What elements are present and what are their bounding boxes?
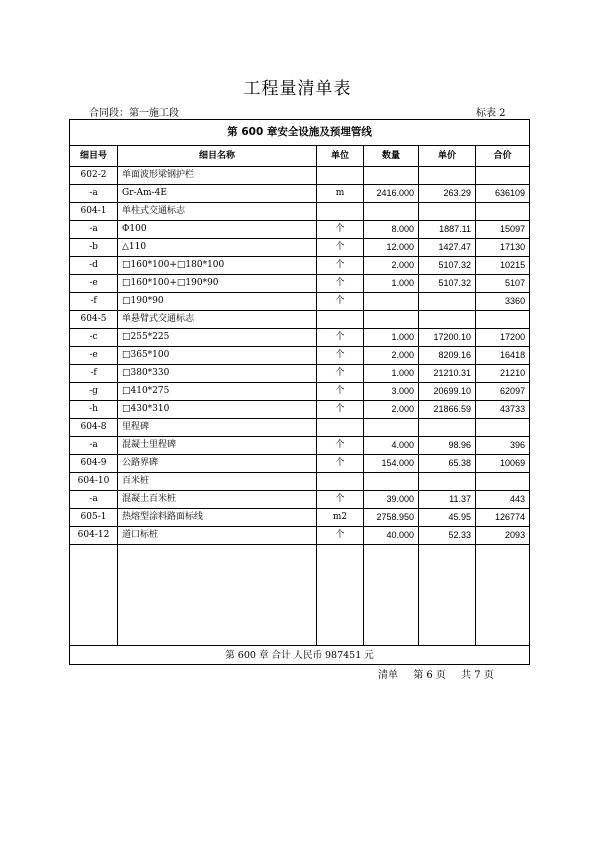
cell-unit: m: [317, 185, 364, 203]
blank-row: [70, 545, 530, 646]
cell-qty: 39.000: [364, 491, 419, 509]
cell-price: 263.29: [419, 185, 476, 203]
blank-cell: [419, 545, 476, 646]
table-row: [70, 491, 530, 509]
table-row: [70, 383, 530, 401]
cell-name: Gr-Am-4E: [118, 185, 317, 203]
cell-code: 604-12: [70, 527, 118, 545]
header-row: [70, 146, 530, 167]
cell-code: -a: [70, 221, 118, 239]
cell-unit: 个: [317, 293, 364, 311]
cell-unit: 个: [317, 455, 364, 473]
cell-name: □430*310: [118, 401, 317, 419]
cell-code: 602-2: [70, 167, 118, 185]
cell-qty: 1.000: [364, 275, 419, 293]
page-footer: [378, 666, 506, 681]
summary-row: [70, 646, 530, 665]
sheet-number: 标表 2: [476, 108, 506, 119]
cell-unit: [317, 167, 364, 185]
cell-unit: [317, 311, 364, 329]
table-row: [70, 419, 530, 437]
cell-total: [476, 473, 530, 491]
cell-unit: 个: [317, 491, 364, 509]
cell-total: 126774: [476, 509, 530, 527]
cell-qty: 1.000: [364, 329, 419, 347]
table-row: [70, 455, 530, 473]
cell-name: 单柱式交通标志: [118, 203, 317, 221]
cell-qty: 2.000: [364, 401, 419, 419]
cell-code: -a: [70, 491, 118, 509]
cell-total: 21210: [476, 365, 530, 383]
cell-qty: [364, 473, 419, 491]
cell-name: □255*225: [118, 329, 317, 347]
cell-price: 52.33: [419, 527, 476, 545]
cell-qty: [364, 311, 419, 329]
table-row: [70, 365, 530, 383]
table-row: [70, 203, 530, 221]
cell-unit: m2: [317, 509, 364, 527]
cell-price: [419, 167, 476, 185]
cell-total: 10215: [476, 257, 530, 275]
chapter-title-row: [70, 120, 530, 146]
cell-price: 45.95: [419, 509, 476, 527]
cell-qty: 2.000: [364, 347, 419, 365]
cell-price: [419, 203, 476, 221]
cell-name: □160*100+□180*100: [118, 257, 317, 275]
header-unit: 单位: [317, 146, 364, 167]
cell-qty: 2758.950: [364, 509, 419, 527]
cell-price: [419, 473, 476, 491]
cell-qty: 2.000: [364, 257, 419, 275]
cell-name: Φ100: [118, 221, 317, 239]
cell-name: 单面波形梁钢护栏: [118, 167, 317, 185]
blank-cell: [118, 545, 317, 646]
cell-qty: [364, 293, 419, 311]
cell-unit: 个: [317, 437, 364, 455]
cell-name: 混凝土里程碑: [118, 437, 317, 455]
cell-code: 604-9: [70, 455, 118, 473]
cell-unit: 个: [317, 383, 364, 401]
cell-name: □160*100+□190*90: [118, 275, 317, 293]
cell-qty: 40.000: [364, 527, 419, 545]
cell-price: [419, 419, 476, 437]
blank-cell: [317, 545, 364, 646]
cell-code: -c: [70, 329, 118, 347]
document-title: 工程量清单表: [243, 79, 352, 99]
cell-total: 62097: [476, 383, 530, 401]
table-row: [70, 401, 530, 419]
cell-price: 8209.16: [419, 347, 476, 365]
cell-total: 5107: [476, 275, 530, 293]
contract-section: 合同段：第一施工段: [89, 108, 179, 119]
cell-total: [476, 311, 530, 329]
cell-total: [476, 167, 530, 185]
table-row: [70, 221, 530, 239]
cell-unit: 个: [317, 329, 364, 347]
table-row: [70, 437, 530, 455]
cell-total: 43733: [476, 401, 530, 419]
cell-qty: 154.000: [364, 455, 419, 473]
blank-cell: [476, 545, 530, 646]
header-total: 合价: [476, 146, 530, 167]
cell-unit: 个: [317, 275, 364, 293]
cell-name: 混凝土百米桩: [118, 491, 317, 509]
cell-total: 396: [476, 437, 530, 455]
cell-name: 里程碑: [118, 419, 317, 437]
cell-unit: [317, 203, 364, 221]
cell-qty: 2416.000: [364, 185, 419, 203]
table-row: [70, 239, 530, 257]
cell-qty: 4.000: [364, 437, 419, 455]
footer-list-label: 清单: [378, 670, 398, 681]
cell-qty: [364, 167, 419, 185]
cell-name: □410*275: [118, 383, 317, 401]
footer-total-pages: 共 7 页: [461, 670, 494, 681]
header-name: 细目名称: [118, 146, 317, 167]
cell-code: -e: [70, 347, 118, 365]
cell-qty: [364, 203, 419, 221]
cell-price: 5107.32: [419, 257, 476, 275]
header-qty: 数量: [364, 146, 419, 167]
cell-total: 2093: [476, 527, 530, 545]
cell-price: 98.96: [419, 437, 476, 455]
cell-total: 636109: [476, 185, 530, 203]
cell-price: 1887.11: [419, 221, 476, 239]
cell-qty: 12.000: [364, 239, 419, 257]
cell-name: △110: [118, 239, 317, 257]
cell-name: □380*330: [118, 365, 317, 383]
cell-unit: 个: [317, 365, 364, 383]
cell-code: 604-10: [70, 473, 118, 491]
cell-total: 16418: [476, 347, 530, 365]
table-row: [70, 293, 530, 311]
table-row: [70, 167, 530, 185]
table-row: [70, 473, 530, 491]
cell-total: [476, 203, 530, 221]
cell-name: 公路界碑: [118, 455, 317, 473]
cell-price: 5107.32: [419, 275, 476, 293]
cell-name: 单悬臂式交通标志: [118, 311, 317, 329]
blank-cell: [70, 545, 118, 646]
cell-unit: 个: [317, 239, 364, 257]
cell-price: 21210.31: [419, 365, 476, 383]
header-code: 细目号: [70, 146, 118, 167]
table-row: [70, 275, 530, 293]
cell-name: 百米桩: [118, 473, 317, 491]
chapter-total: 第 600 章 合计 人民币 987451 元: [70, 646, 530, 665]
cell-price: 21866.59: [419, 401, 476, 419]
table-row: [70, 257, 530, 275]
cell-total: 10069: [476, 455, 530, 473]
chapter-title: 第 600 章安全设施及预埋管线: [70, 120, 530, 146]
cell-qty: [364, 419, 419, 437]
cell-name: 热熔型涂料路面标线: [118, 509, 317, 527]
cell-code: -f: [70, 293, 118, 311]
cell-unit: 个: [317, 527, 364, 545]
cell-total: [476, 419, 530, 437]
cell-unit: [317, 473, 364, 491]
table-row: [70, 509, 530, 527]
cell-code: -b: [70, 239, 118, 257]
cell-unit: 个: [317, 221, 364, 239]
cell-name: 道口标桩: [118, 527, 317, 545]
cell-qty: 8.000: [364, 221, 419, 239]
cell-price: [419, 311, 476, 329]
table-row: [70, 311, 530, 329]
header-price: 单价: [419, 146, 476, 167]
table-row: [70, 527, 530, 545]
table-row: [70, 185, 530, 203]
cell-code: -d: [70, 257, 118, 275]
table-row: [70, 329, 530, 347]
cell-name: □190*90: [118, 293, 317, 311]
cell-qty: 1.000: [364, 365, 419, 383]
blank-cell: [364, 545, 419, 646]
cell-unit: [317, 419, 364, 437]
cell-unit: 个: [317, 401, 364, 419]
cell-code: -g: [70, 383, 118, 401]
cell-total: 443: [476, 491, 530, 509]
cell-name: □365*100: [118, 347, 317, 365]
cell-price: 65.38: [419, 455, 476, 473]
cell-price: 11.37: [419, 491, 476, 509]
table-row: [70, 347, 530, 365]
cell-total: 15097: [476, 221, 530, 239]
cell-price: [419, 293, 476, 311]
cell-code: -a: [70, 185, 118, 203]
cell-price: 1427.47: [419, 239, 476, 257]
cell-code: 604-5: [70, 311, 118, 329]
cell-code: -f: [70, 365, 118, 383]
cell-code: -h: [70, 401, 118, 419]
cell-total: 17130: [476, 239, 530, 257]
cell-code: -a: [70, 437, 118, 455]
cell-code: 604-1: [70, 203, 118, 221]
cell-price: 17200.10: [419, 329, 476, 347]
cell-total: 17200: [476, 329, 530, 347]
cell-unit: 个: [317, 257, 364, 275]
footer-page: 第 6 页: [413, 670, 446, 681]
cell-unit: 个: [317, 347, 364, 365]
bill-of-quantities-table: [69, 119, 530, 665]
cell-code: 604-8: [70, 419, 118, 437]
cell-code: 605-1: [70, 509, 118, 527]
cell-total: 3360: [476, 293, 530, 311]
cell-qty: 3.000: [364, 383, 419, 401]
cell-code: -e: [70, 275, 118, 293]
cell-price: 20699.10: [419, 383, 476, 401]
